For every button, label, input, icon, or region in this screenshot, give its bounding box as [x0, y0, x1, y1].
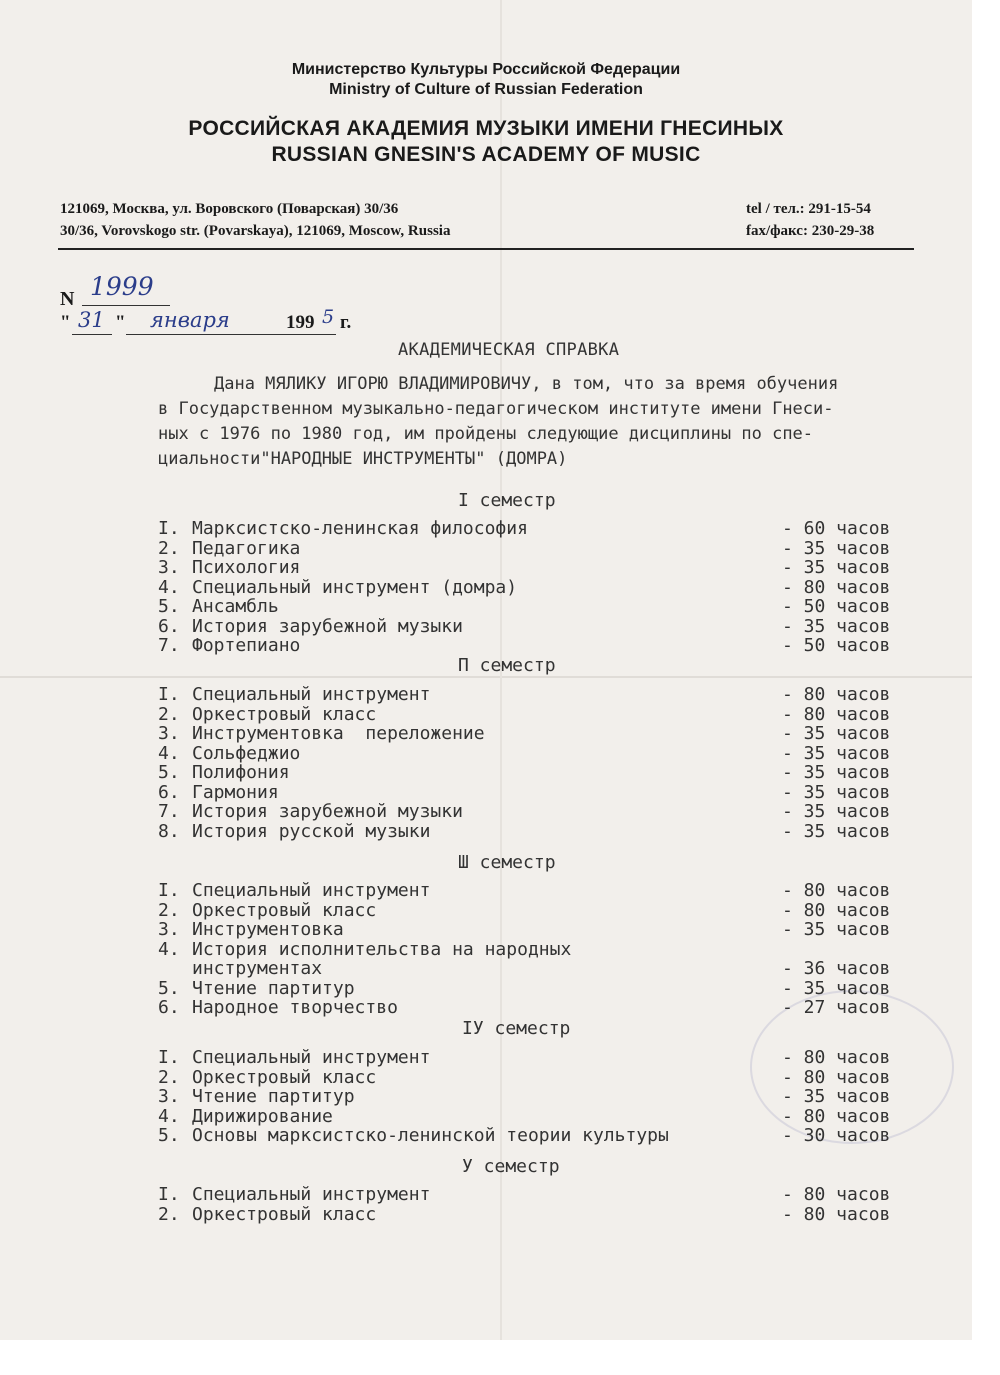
quote-open: " — [60, 312, 71, 333]
ministry-en: Ministry of Culture of Russian Federation — [329, 81, 643, 98]
number-underline — [82, 305, 170, 306]
course-row — [158, 1125, 918, 1145]
course-row — [158, 978, 918, 998]
academy-ru: РОССИЙСКАЯ АКАДЕМИЯ МУЗЫКИ ИМЕНИ ГНЕСИНЫХ — [188, 117, 784, 140]
course-name: Специальный инструмент — [192, 880, 431, 901]
course-name: Оркестровый класс — [192, 899, 377, 921]
course-hours: - 50 часов — [782, 635, 891, 656]
course-name: Специальный инструмент — [192, 1184, 431, 1205]
course-list — [158, 1184, 918, 1223]
course-name: Инструментовка переложение — [192, 723, 485, 744]
course-number: 6. — [158, 781, 180, 803]
date-month: января — [150, 308, 230, 332]
course-number: 6. — [158, 615, 180, 637]
semester-heading: П семестр — [458, 655, 556, 676]
course-name: Основы марксистско-ленинской теории культуры — [192, 1125, 669, 1146]
course-row — [158, 997, 918, 1017]
course-row — [158, 880, 918, 900]
course-number: 6. — [158, 997, 180, 1018]
course-name: Оркестровый класс — [192, 703, 377, 725]
course-name: Оркестровый класс — [192, 1203, 377, 1225]
course-row — [158, 1067, 918, 1087]
address-ru: 121069, Москва, ул. Воровского (Поварская) 30/36 — [60, 201, 399, 217]
course-name: Специальный инструмент — [192, 1047, 431, 1068]
course-row — [158, 1086, 918, 1106]
course-row — [158, 1106, 918, 1126]
course-hours: - 35 часов — [782, 820, 891, 842]
course-name: Ансамбль — [192, 596, 279, 617]
course-name: Психология — [192, 557, 301, 578]
course-name: Фортепиано — [192, 635, 301, 656]
course-number: I. — [158, 684, 180, 705]
ministry-ru: Министерство Культуры Российской Федерации — [291, 61, 681, 78]
course-list — [158, 1047, 918, 1145]
paragraph-line: циальности"НАРОДНЫЕ ИНСТРУМЕНТЫ" (ДОМРА) — [158, 449, 568, 469]
course-number: 3. — [158, 1086, 180, 1107]
paragraph-line: Дана МЯЛИКУ ИГОРЮ ВЛАДИМИРОВИЧУ, в том, что за время обучения — [214, 374, 839, 394]
header-divider — [58, 248, 914, 250]
course-number: 4. — [158, 742, 180, 764]
course-name: Специальный инструмент (домра) — [192, 576, 518, 598]
paragraph-line: в Государственном музыкально-педагогическом институте имени Гнеси- — [158, 399, 834, 419]
course-row — [158, 518, 918, 538]
course-number: 2. — [158, 899, 180, 921]
course-name: Народное творчество — [192, 997, 398, 1018]
course-row — [158, 596, 918, 616]
course-number: I. — [158, 1184, 180, 1205]
course-hours: - 35 часов — [782, 723, 891, 744]
course-name: Инструментовка — [192, 919, 344, 940]
course-row — [158, 635, 918, 655]
course-hours: - 35 часов — [782, 801, 891, 822]
course-row — [158, 821, 918, 841]
course-name: Гармония — [192, 781, 279, 803]
course-hours: - 27 часов — [782, 997, 891, 1018]
course-hours: - 80 часов — [782, 576, 891, 598]
course-number: 4. — [158, 576, 180, 598]
course-number: 4. — [158, 1105, 180, 1127]
course-number: I. — [158, 880, 180, 901]
course-number: 5. — [158, 1125, 180, 1146]
course-hours: - 80 часов — [782, 703, 891, 725]
course-number: 2. — [158, 537, 180, 559]
course-row — [158, 577, 918, 597]
course-number: I. — [158, 518, 180, 539]
course-hours: - 80 часов — [782, 1047, 891, 1068]
course-name: Марксистско-ленинская философия — [192, 518, 528, 539]
course-number: I. — [158, 1047, 180, 1068]
course-number: 4. — [158, 938, 180, 960]
course-number: 7. — [158, 635, 180, 656]
course-row — [158, 616, 918, 636]
course-hours: - 80 часов — [782, 899, 891, 921]
course-number: 7. — [158, 801, 180, 822]
semester-heading: У семестр — [462, 1156, 560, 1177]
course-hours: - 80 часов — [782, 1203, 891, 1225]
academy-en: RUSSIAN GNESIN'S ACADEMY OF MUSIC — [271, 143, 701, 166]
course-hours: - 60 часов — [782, 518, 891, 539]
course-hours: - 30 часов — [782, 1125, 891, 1146]
course-number: 2. — [158, 703, 180, 725]
course-row — [158, 1184, 918, 1204]
course-name: Специальный инструмент — [192, 684, 431, 705]
year-suffix: г. — [340, 312, 352, 333]
course-number: 8. — [158, 820, 180, 842]
course-hours: - 35 часов — [782, 1086, 891, 1107]
year-digit: 5 — [322, 306, 335, 328]
course-name: Чтение партитур — [192, 977, 355, 999]
course-hours: - 50 часов — [782, 596, 891, 617]
course-number: 3. — [158, 723, 180, 744]
course-name: Дирижирование — [192, 1105, 333, 1127]
course-name: Полифония — [192, 762, 290, 783]
course-row — [158, 743, 918, 763]
phone: tel / тел.: 291-15-54 — [746, 201, 871, 217]
intro-paragraph — [158, 372, 958, 472]
course-row — [158, 723, 918, 743]
course-hours: - 35 часов — [782, 557, 891, 578]
semester-heading: IУ семестр — [462, 1018, 571, 1039]
course-name: История зарубежной музыки — [192, 801, 463, 822]
semester-heading: I семестр — [458, 490, 556, 511]
course-row — [158, 801, 918, 821]
course-number: 5. — [158, 977, 180, 999]
course-name: Педагогика — [192, 537, 301, 559]
course-row — [158, 762, 918, 782]
course-name: История исполнительства на народных — [192, 938, 572, 960]
course-name: Чтение партитур — [192, 1086, 355, 1107]
course-hours: - 80 часов — [782, 880, 891, 901]
fax: fax/факс: 230-29-38 — [746, 223, 875, 239]
course-row — [158, 684, 918, 704]
course-hours: - 35 часов — [782, 781, 891, 803]
year-prefix: 199 — [286, 312, 315, 333]
paragraph-line: ных с 1976 по 1980 год, им пройдены следующие дисциплины по спе- — [158, 424, 814, 444]
document-number: 1999 — [90, 272, 154, 301]
course-hours: - 80 часов — [782, 1184, 891, 1205]
course-hours: - 35 часов — [782, 615, 891, 637]
course-number: 3. — [158, 919, 180, 940]
course-row — [158, 538, 918, 558]
course-number: 5. — [158, 596, 180, 617]
course-hours: - 80 часов — [782, 684, 891, 705]
semester-heading: Ш семестр — [458, 852, 556, 873]
course-row — [158, 557, 918, 577]
course-row — [158, 900, 918, 920]
course-hours: - 35 часов — [782, 977, 891, 999]
day-underline — [72, 334, 112, 335]
month-underline — [126, 334, 336, 335]
course-name-continued: инструментах — [192, 958, 323, 979]
course-row — [158, 1204, 918, 1224]
course-number: 3. — [158, 557, 180, 578]
course-hours: - 35 часов — [782, 742, 891, 764]
course-hours: - 80 часов — [782, 1066, 891, 1088]
course-list — [158, 880, 918, 1017]
address-block — [60, 198, 450, 242]
address-en: 30/36, Vorovskogo str. (Povarskaya), 121069, Moscow, Russia — [60, 223, 451, 239]
course-row — [158, 939, 918, 978]
course-name: История русской музыки — [192, 820, 431, 842]
course-hours: - 80 часов — [782, 1105, 891, 1127]
course-list — [158, 684, 918, 840]
course-hours: - 35 часов — [782, 537, 891, 559]
course-number: 2. — [158, 1066, 180, 1088]
course-row — [158, 782, 918, 802]
date-line — [60, 306, 380, 342]
course-list — [158, 518, 918, 655]
course-row — [158, 704, 918, 724]
course-hours: - 36 часов — [782, 958, 891, 979]
course-hours: - 35 часов — [782, 762, 891, 783]
course-number: 5. — [158, 762, 180, 783]
fold-crease — [0, 676, 972, 678]
letterhead — [0, 60, 972, 168]
course-name: Сольфеджио — [192, 742, 301, 764]
course-number: 2. — [158, 1203, 180, 1225]
document-title: АКАДЕМИЧЕСКАЯ СПРАВКА — [398, 340, 620, 360]
number-label: N — [60, 288, 75, 310]
quote-close: " — [115, 312, 126, 333]
course-hours: - 35 часов — [782, 919, 891, 940]
date-day: 31 — [78, 308, 105, 332]
course-row — [158, 919, 918, 939]
course-name: Оркестровый класс — [192, 1066, 377, 1088]
contact-block — [746, 198, 874, 242]
course-name: История зарубежной музыки — [192, 615, 463, 637]
course-row — [158, 1047, 918, 1067]
